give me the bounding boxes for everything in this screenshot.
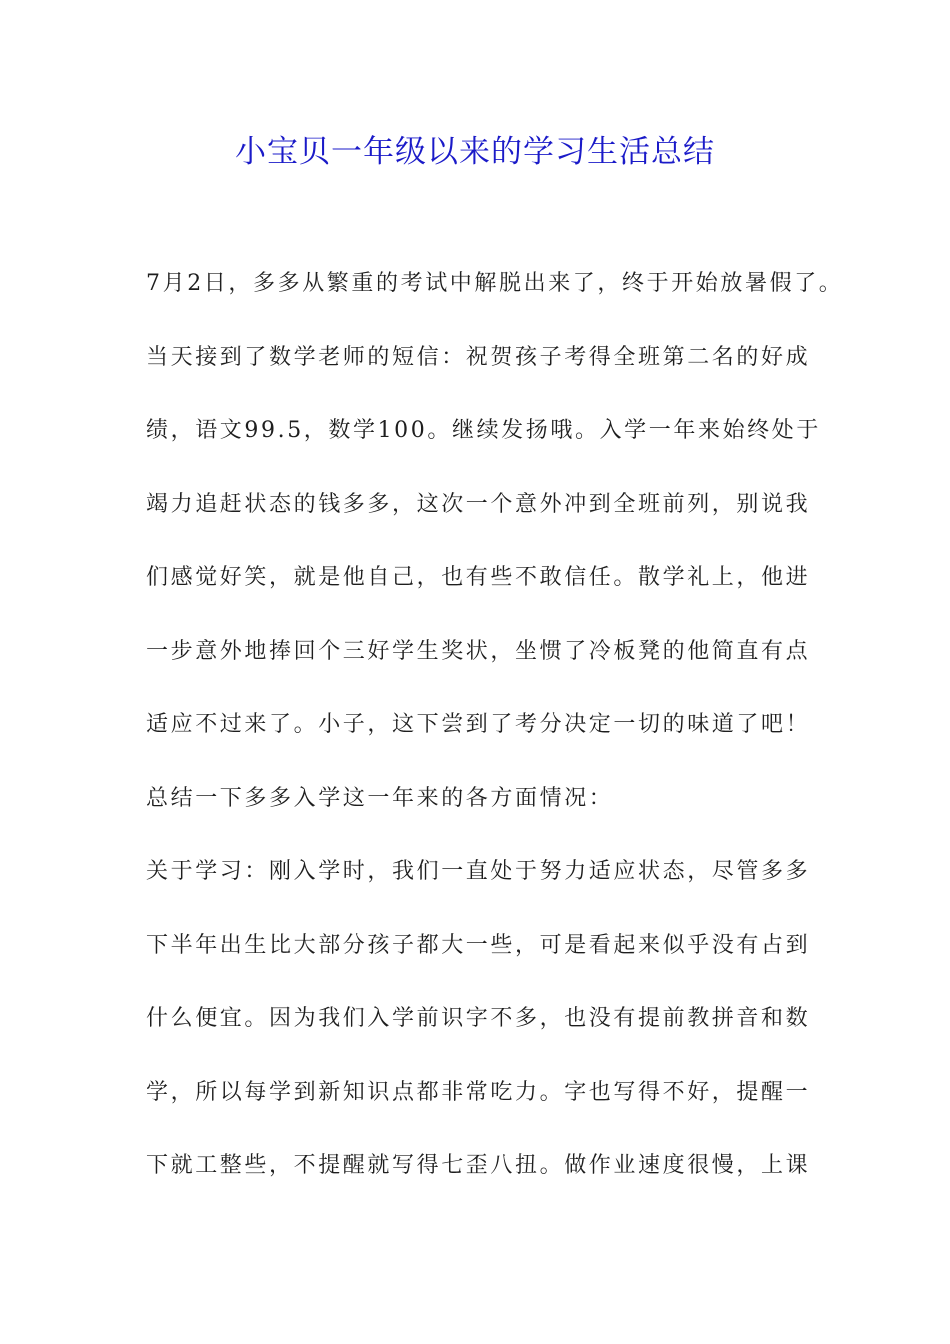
text-line: 竭力追赶状态的钱多多，这次一个意外冲到全班前列，别说我 — [146, 491, 811, 517]
text-line: 7月2日，多多从繁重的考试中解脱出来了，终于开始放暑假了。 — [146, 271, 844, 296]
text-line: 总结一下多多入学这一年来的各方面情况： — [146, 785, 614, 811]
document-title: 小宝贝一年级以来的学习生活总结 — [235, 134, 715, 170]
text-line: 学，所以每学到新知识点都非常吃力。字也写得不好，提醒一 — [146, 1079, 811, 1105]
text-line: 什么便宜。因为我们入学前识字不多，也没有提前教拼音和数 — [146, 1006, 811, 1031]
document-body — [146, 264, 844, 1220]
text-line: 下半年出生比大部分孩子都大一些，可是看起来似乎没有占到 — [146, 932, 811, 958]
text-line: 绩，语文99.5，数学100。继续发扬哦。入学一年来始终处于 — [146, 418, 821, 443]
text-line: 关于学习：刚入学时，我们一直处于努力适应状态，尽管多多 — [146, 859, 811, 884]
text-line: 下就工整些，不提醒就写得七歪八扭。做作业速度很慢，上课 — [146, 1153, 811, 1178]
text-line: 适应不过来了。小子，这下尝到了考分决定一切的味道了吧！ — [146, 712, 811, 737]
text-line: 当天接到了数学老师的短信：祝贺孩子考得全班第二名的好成 — [146, 344, 811, 370]
text-line: 一步意外地捧回个三好学生奖状，坐惯了冷板凳的他简直有点 — [146, 638, 811, 664]
text-line: 们感觉好笑，就是他自己，也有些不敢信任。散学礼上，他进 — [146, 565, 811, 590]
